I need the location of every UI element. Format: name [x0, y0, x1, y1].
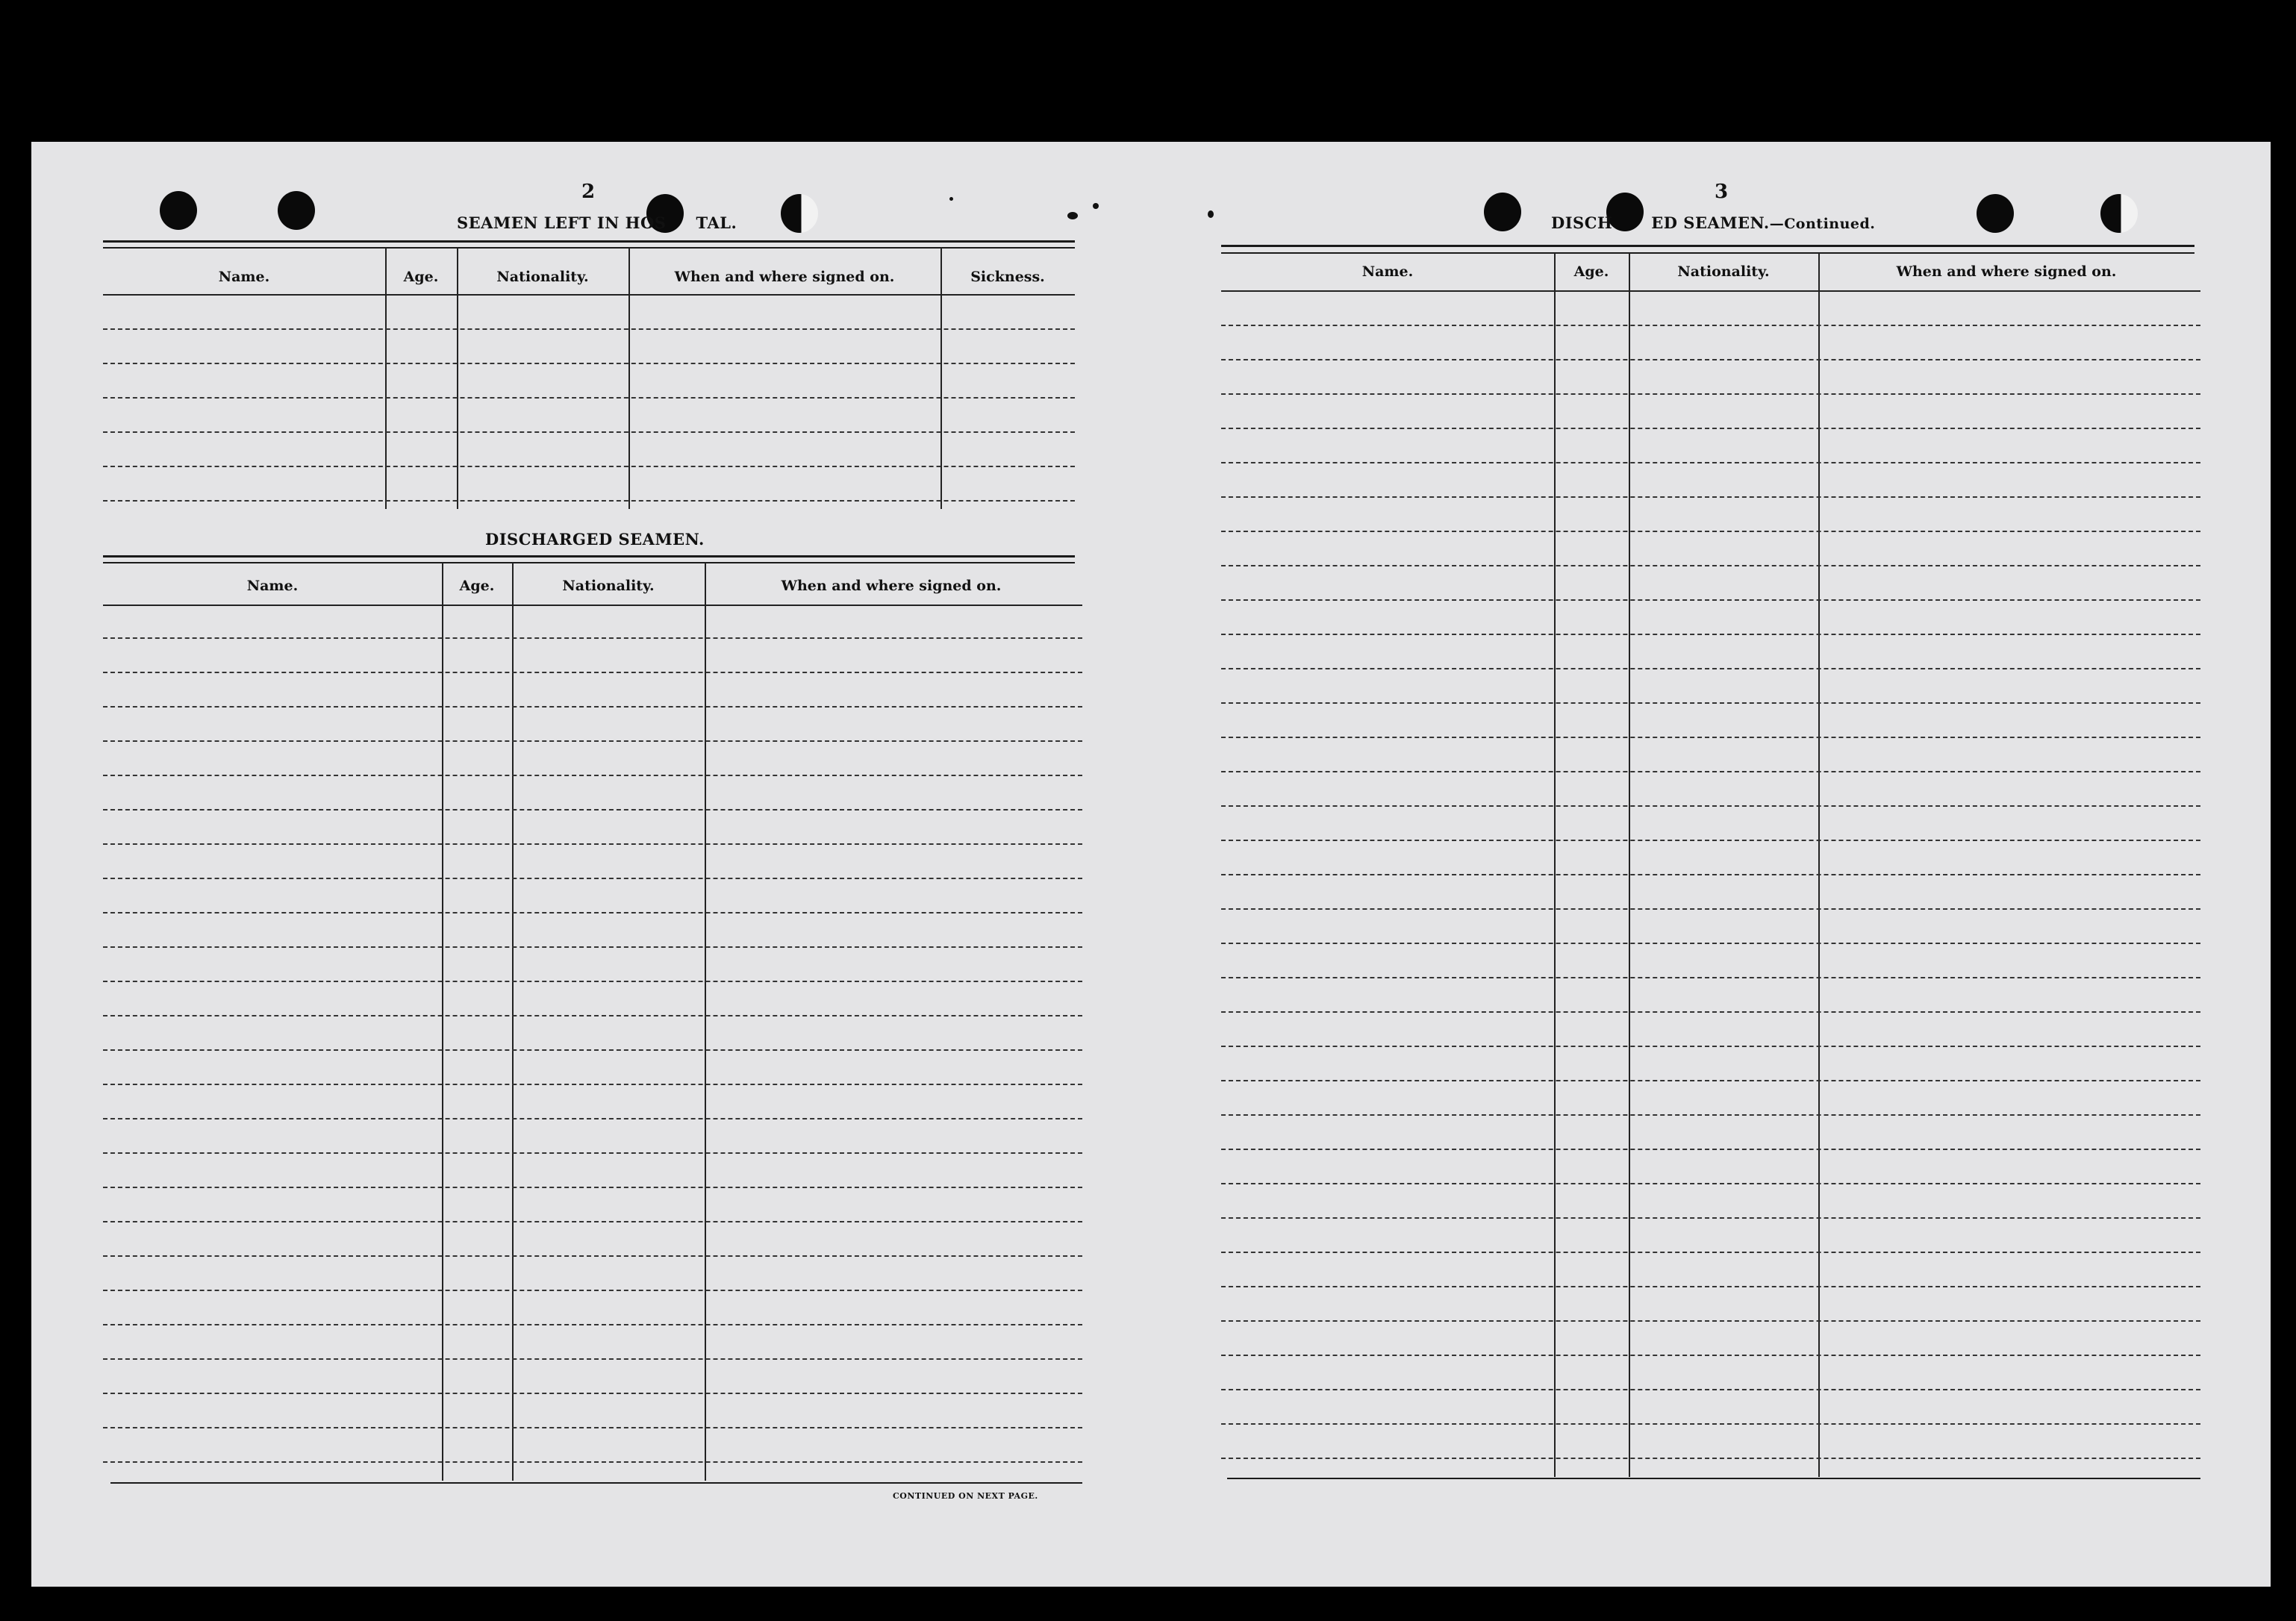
form-row	[1221, 1011, 2200, 1013]
col-header-nationality: Nationality.	[1677, 263, 1770, 280]
col-header-name: Name.	[218, 269, 270, 285]
col-header-age: Age.	[403, 269, 439, 285]
form-row	[1221, 943, 2200, 944]
form-row	[103, 1152, 1082, 1154]
form-row	[1221, 1114, 2200, 1116]
left-page	[103, 142, 1111, 1587]
discharged-table	[103, 563, 1082, 1481]
form-row	[1221, 428, 2200, 429]
form-row	[1221, 599, 2200, 601]
form-row	[103, 1221, 1082, 1222]
bottom-rule	[1227, 1478, 2200, 1479]
column-divider	[385, 248, 387, 509]
discharged-section-title: DISCHARGED SEAMEN.	[485, 530, 705, 549]
form-row	[1221, 1149, 2200, 1150]
form-row	[1221, 874, 2200, 875]
form-row	[1221, 1046, 2200, 1047]
header-underline	[103, 605, 1082, 606]
form-row	[1221, 977, 2200, 978]
bottom-rule	[110, 1482, 1082, 1484]
form-row	[1221, 462, 2200, 463]
form-row	[1221, 805, 2200, 807]
column-divider	[705, 563, 706, 1481]
hospital-table	[103, 248, 1075, 509]
form-row	[103, 1290, 1082, 1291]
column-divider	[1629, 253, 1630, 1477]
form-row	[103, 1324, 1082, 1325]
form-row	[103, 1255, 1082, 1257]
form-row	[1221, 496, 2200, 498]
form-row	[103, 1084, 1082, 1085]
column-divider	[628, 248, 630, 509]
form-row	[103, 775, 1082, 776]
form-row	[103, 912, 1082, 913]
hospital-section-title	[457, 213, 737, 232]
col-header-nationality: Nationality.	[562, 578, 655, 594]
column-divider	[442, 563, 443, 1481]
hospital-title-start: SEAMEN LEFT IN HOS	[457, 213, 667, 232]
form-row	[1221, 1217, 2200, 1219]
form-row	[1221, 1355, 2200, 1356]
form-row	[1221, 359, 2200, 360]
top-rule	[103, 240, 1075, 243]
form-row	[103, 809, 1082, 810]
title-mid: ED SEAMEN.	[1651, 213, 1770, 232]
form-row	[1221, 1183, 2200, 1184]
continued-note: CONTINUED ON NEXT PAGE.	[893, 1491, 1038, 1501]
title-continued: —Continued.	[1769, 216, 1876, 232]
form-row	[103, 1118, 1082, 1119]
form-row	[103, 981, 1082, 982]
column-divider	[940, 248, 942, 509]
form-row	[1221, 1423, 2200, 1425]
col-header-signed-on: When and where signed on.	[674, 269, 895, 285]
title-start: DISCH	[1551, 213, 1613, 232]
form-row	[103, 672, 1082, 673]
column-divider	[457, 248, 458, 509]
form-row	[1221, 393, 2200, 395]
form-row	[103, 1015, 1082, 1016]
form-row	[1221, 325, 2200, 326]
form-row	[1221, 1389, 2200, 1390]
form-row	[1221, 771, 2200, 772]
form-row	[103, 637, 1082, 639]
document-sheet	[31, 142, 2271, 1587]
col-header-signed-on: When and where signed on.	[1896, 263, 2117, 280]
col-header-nationality: Nationality.	[496, 269, 589, 285]
discharged-continued-table	[1221, 253, 2200, 1477]
top-rule	[1221, 245, 2194, 247]
col-header-age: Age.	[459, 578, 495, 594]
form-row	[103, 1427, 1082, 1428]
form-row	[1221, 908, 2200, 910]
form-row	[103, 466, 1075, 467]
form-row	[103, 328, 1075, 330]
header-underline	[1221, 290, 2200, 292]
col-header-sickness: Sickness.	[970, 269, 1045, 285]
form-row	[103, 1187, 1082, 1188]
page-number: 2	[581, 181, 596, 203]
form-row	[103, 500, 1075, 502]
col-header-name: Name.	[1361, 263, 1414, 280]
col-header-signed-on: When and where signed on.	[781, 578, 1002, 594]
form-row	[1221, 634, 2200, 635]
header-underline	[103, 294, 1075, 296]
form-row	[103, 706, 1082, 708]
form-row	[1221, 668, 2200, 669]
form-row	[103, 431, 1075, 433]
form-row	[1221, 702, 2200, 704]
form-row	[103, 843, 1082, 845]
page-number: 3	[1714, 181, 1729, 203]
form-row	[1221, 565, 2200, 566]
form-row	[1221, 1458, 2200, 1459]
form-row	[103, 1461, 1082, 1463]
discharged-continued-title	[1551, 213, 1875, 232]
form-row	[1221, 840, 2200, 841]
form-row	[103, 946, 1082, 948]
column-divider	[512, 563, 514, 1481]
form-row	[1221, 1286, 2200, 1287]
form-row	[103, 1049, 1082, 1051]
column-divider	[1554, 253, 1556, 1477]
right-page	[1221, 142, 2229, 1587]
col-header-age: Age.	[1573, 263, 1609, 280]
form-row	[1221, 1080, 2200, 1081]
form-row	[103, 740, 1082, 742]
section-rule	[103, 555, 1075, 557]
form-row	[103, 1393, 1082, 1394]
form-row	[1221, 737, 2200, 738]
form-row	[103, 878, 1082, 879]
ink-speck	[1208, 210, 1214, 218]
column-divider	[1818, 253, 1820, 1477]
hospital-title-end: TAL.	[696, 213, 737, 232]
form-row	[103, 397, 1075, 399]
form-row	[1221, 531, 2200, 532]
col-header-name: Name.	[246, 578, 299, 594]
form-row	[103, 1358, 1082, 1360]
form-row	[1221, 1320, 2200, 1322]
form-row	[1221, 1252, 2200, 1253]
form-row	[103, 363, 1075, 364]
